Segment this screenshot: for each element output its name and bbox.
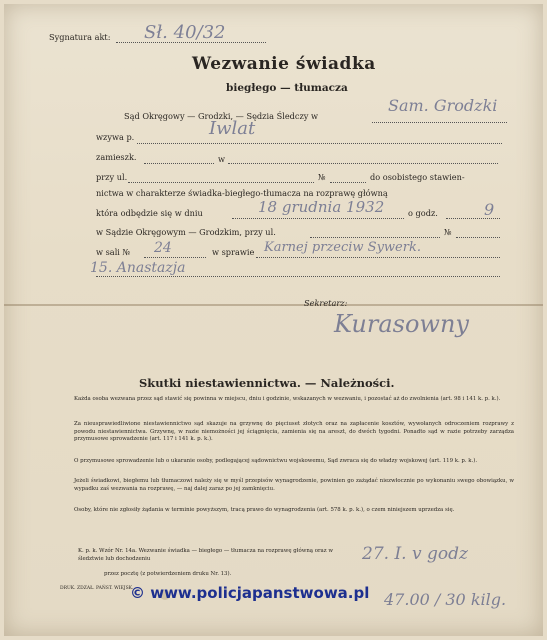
do-osobistego-text: do osobistego stawien- bbox=[370, 172, 465, 182]
sad-label: w Sądzie Okręgowym — Grodzkim, przy ul. bbox=[96, 227, 276, 237]
charakter-text: nictwa w charakterze świadka-biegłego-tłumacza na rozprawę główną bbox=[96, 188, 388, 198]
section-title: Skutki niestawiennictwa. — Należności. bbox=[139, 376, 395, 390]
paragraph-5: Osoby, które nie zgłosiły żądania w terminie powyższym, tracą prawo do wynagrodzenia (art. 578 k. p. k.), o czem niniejszem uprzedza się. bbox=[74, 507, 455, 513]
sala-line bbox=[144, 257, 206, 258]
form-reference-2: przez pocztę (z potwierdzeniem druku Nr. 13). bbox=[104, 571, 232, 577]
document-subtitle: biegłego — tłumacza bbox=[226, 82, 348, 94]
zamieszk-label: zamieszk. bbox=[96, 152, 137, 162]
ktora-label: która odbędzie się w dniu bbox=[96, 208, 203, 218]
nr-label: № bbox=[318, 172, 326, 182]
summons-document bbox=[4, 4, 543, 636]
sad-nr-label: № bbox=[444, 227, 452, 237]
form-reference: K. p. k. Wzór Nr. 14a. Wezwanie świadka — biegłego — tłumacza na rozprawę główną oraz w śledztwie lub dochodzeniu bbox=[78, 548, 333, 562]
extra-line bbox=[96, 276, 500, 277]
paragraph-2: Za nieusprawiedliwione niestawiennictwo sąd skazuje na grzywnę do pięciuset złotych oraz na zapłacenie kosztów, wywołanych odroczeniem rozprawy z powodu niestawiennictwa. Grzywnę, w razie niemożności jej ściągnięcia, zamienia się na areszt, do dwóch tygodni. Ponadto sąd w razie potrzeby zarządza przymusowe sprowadzenie (art. 117 i 141 k. p. k.). bbox=[74, 421, 514, 443]
handwritten-note-2: 47.00 / 30 kilg. bbox=[384, 590, 507, 609]
w-label: w bbox=[218, 154, 226, 164]
sad-line bbox=[310, 237, 440, 238]
hour-value: 9 bbox=[484, 200, 495, 219]
sekretarz-label: Sekretarz: bbox=[304, 298, 348, 308]
paragraph-1: Każda osoba wezwana przez sąd stawić się powinna w miejscu, dniu i godzinie, wskazanych w wezwaniu, i pozostać aż do zwolnienia (art. 98 i 141 k. p. k.). bbox=[74, 396, 501, 402]
court-line: Sąd Okręgowy — Grodzki, — Sędzia Śledczy w bbox=[124, 111, 319, 121]
date-line bbox=[232, 218, 404, 219]
wzywa-label: wzywa p. bbox=[96, 132, 135, 142]
sprawie-value: Karnej przeciw Sywerk. bbox=[264, 240, 421, 255]
document-title: Wezwanie świadka bbox=[192, 54, 376, 74]
sala-value: 24 bbox=[154, 240, 172, 256]
paragraph-4: Jeżeli świadkowi, biegłemu lub tłumaczowi należy się w myśl przepisów wynagrodzenie, powinien go zażądać niezwłocznie po wykonaniu swego obowiązku, w wypadku zaś wezwania na rozprawę, — naj dalej zaraz po jej zamknięciu. bbox=[74, 478, 514, 492]
nr-line bbox=[330, 182, 366, 183]
court-handwritten: Sam. Grodzki bbox=[388, 96, 498, 115]
sad-nr-line bbox=[456, 237, 500, 238]
sprawie-label: w sprawie bbox=[212, 247, 255, 257]
sala-label: w sali № bbox=[96, 247, 131, 257]
handwritten-note-1: 27. I. v godz bbox=[362, 544, 468, 564]
przy-ul-label: przy ul. bbox=[96, 172, 128, 182]
court-line-blank bbox=[372, 122, 507, 123]
paper-fold-line bbox=[4, 304, 543, 306]
printer-imprint: DRUK. ZDZAŁ. PAŃST. WIEJSK. bbox=[60, 586, 134, 591]
przy-ul-line bbox=[128, 182, 314, 183]
wzywa-line bbox=[137, 143, 502, 144]
wzywa-value: Iwlat bbox=[209, 118, 256, 139]
paragraph-3: O przymusowe sprowadzenie lub o ukaranie osoby, podlegającej sądownictwu wojskowemu, Sąd zwraca się do władzy wojskowej (art. 119 k. p. k.). bbox=[74, 458, 478, 464]
sprawie-line bbox=[256, 257, 500, 258]
signature-label: Sygnatura akt: bbox=[49, 32, 111, 42]
sekretarz-signature: Kurasowny bbox=[334, 310, 469, 338]
date-value: 18 grudnia 1932 bbox=[258, 198, 385, 216]
signature-value: Sł. 40/32 bbox=[144, 22, 226, 43]
watermark: © www.policjapanstwowa.pl bbox=[130, 584, 370, 602]
w-line bbox=[228, 163, 498, 164]
zamieszk-line bbox=[144, 163, 214, 164]
extra-value: 15. Anastazja bbox=[90, 260, 186, 276]
o-godz-label: o godz. bbox=[408, 208, 438, 218]
